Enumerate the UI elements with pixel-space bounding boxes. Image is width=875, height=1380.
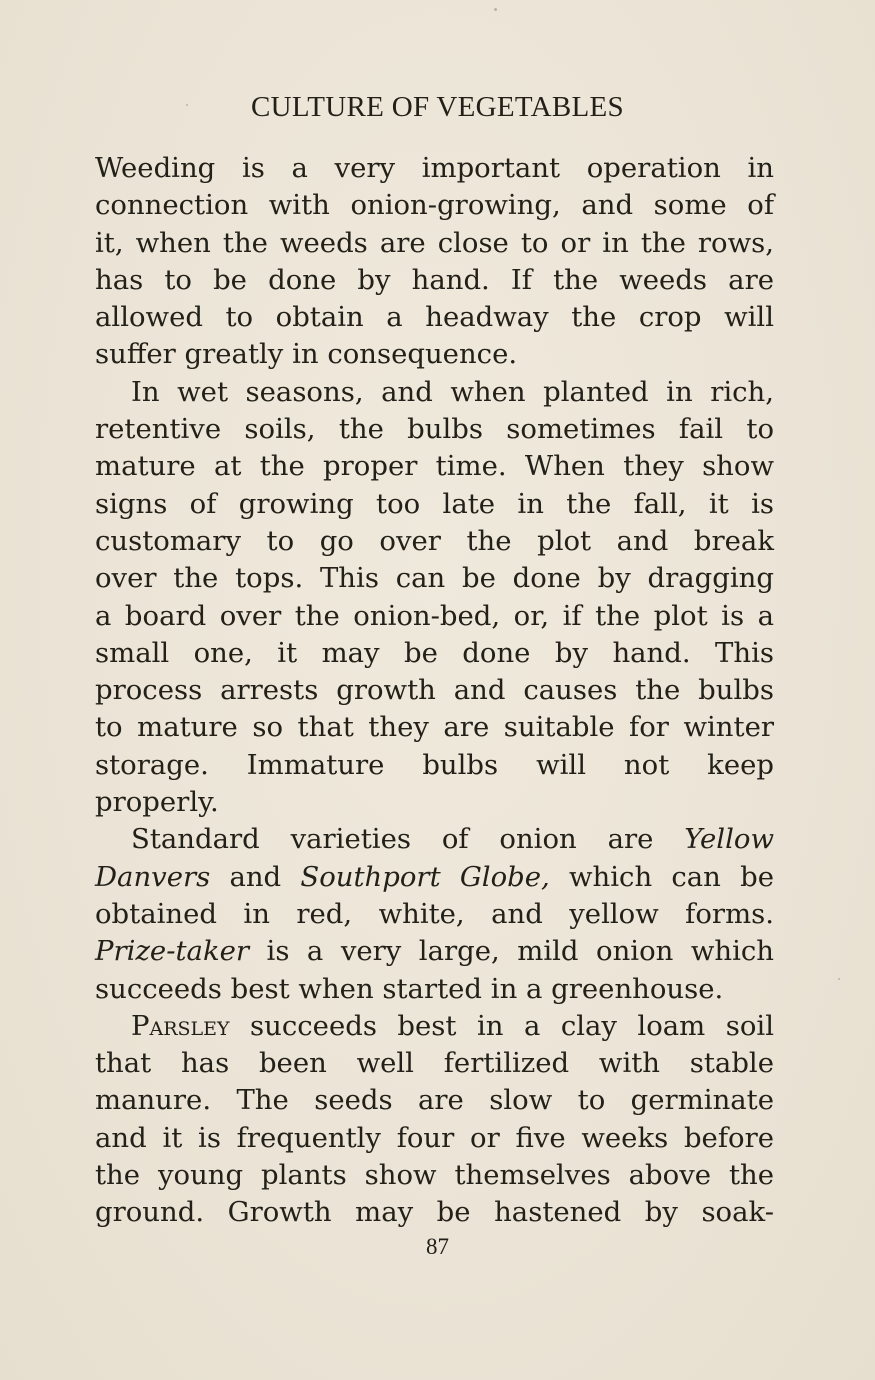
text-run: Standard varieties of onion are [131, 823, 685, 856]
text-line [95, 1008, 774, 1045]
paragraph-onion-varieties [95, 821, 774, 1007]
variety-name: Danvers [95, 860, 211, 893]
paper-speck [186, 104, 188, 106]
variety-name: Southport Globe, [300, 860, 550, 893]
text-line: suffer greatly in consequence. [95, 338, 518, 371]
text-run: and [210, 860, 301, 893]
section-term: Parsley [131, 1009, 230, 1042]
text-line: a board over the onion-bed, or, if the plot is a [95, 599, 774, 632]
text-line: that has been well fertilized with stable [95, 1047, 774, 1080]
text-line [95, 933, 774, 970]
text-line: Weeding is a very important operation in [95, 152, 774, 184]
text-line: signs of growing too late in the fall, it is [95, 487, 774, 520]
text-line: the young plants show themselves above the [95, 1159, 774, 1192]
text-line [95, 821, 774, 858]
text-run: is a very large, mild onion which [249, 935, 774, 968]
text-line: process arrests growth and causes the bulbs [95, 674, 774, 707]
text-line: properly. [95, 786, 219, 819]
text-line: and it is frequently four or five weeks before [95, 1121, 774, 1154]
text-line: retentive soils, the bulbs sometimes fail to [95, 413, 774, 446]
text-line: to mature so that they are suitable for winter [95, 711, 774, 744]
paper-speck [494, 8, 497, 11]
text-line: small one, it may be done by hand. This [95, 636, 774, 669]
text-line: over the tops. This can be done by dragging [95, 562, 774, 595]
text-line: succeeds best when started in a greenhouse. [95, 972, 724, 1005]
text-line: manure. The seeds are slow to germinate [95, 1084, 774, 1117]
paragraph-wet-seasons [95, 374, 774, 822]
text-run: succeeds best in a clay loam soil [229, 1009, 774, 1042]
text-line: storage. Immature bulbs will not keep [95, 748, 774, 781]
text-line: allowed to obtain a headway the crop will [95, 301, 774, 334]
text-run: which can be [549, 860, 774, 893]
text-line: customary to go over the plot and break [95, 524, 774, 557]
body-text [95, 150, 774, 1232]
text-line: ground. Growth may be hastened by soak- [95, 1196, 774, 1229]
text-line: has to be done by hand. If the weeds are [95, 263, 774, 296]
text-line: it, when the weeds are close to or in the rows, [95, 226, 774, 259]
paragraph-parsley [95, 1008, 774, 1232]
page-number: 87 [426, 1234, 449, 1259]
variety-name: Yellow [684, 823, 774, 856]
text-line [95, 859, 774, 896]
text-line: mature at the proper time. When they show [95, 450, 774, 483]
text-line: connection with onion-growing, and some of [95, 189, 774, 222]
text-line: In wet seasons, and when planted in rich, [131, 375, 774, 408]
paragraph-weeding [95, 150, 774, 374]
paper-speck [838, 978, 840, 980]
running-head: CULTURE OF VEGETABLES [251, 91, 624, 123]
text-line: obtained in red, white, and yellow forms. [95, 897, 774, 930]
variety-name: Prize-taker [95, 935, 250, 968]
